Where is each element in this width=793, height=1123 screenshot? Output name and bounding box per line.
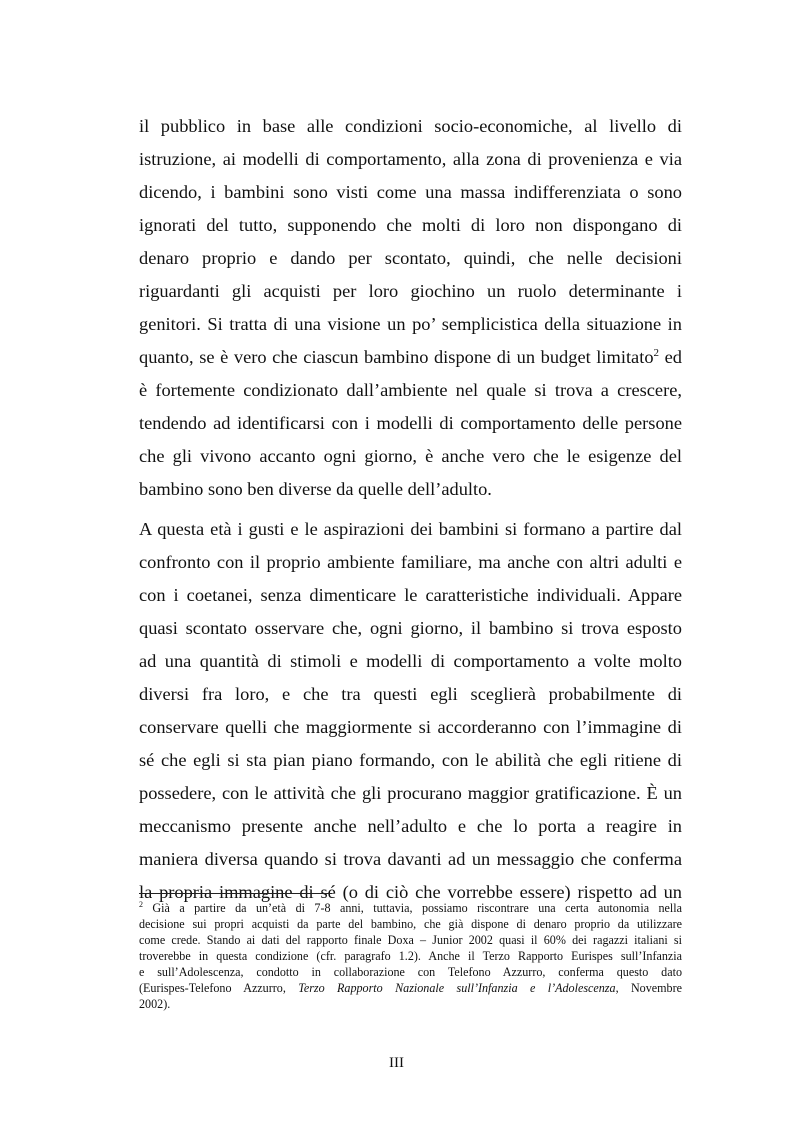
text-line: il pubblico in base alle condizioni socio-economiche, al livello di <box>139 116 682 136</box>
text-line: A questa età i gusti e le aspirazioni dei bambini si formano a partire dal <box>139 519 682 539</box>
paragraph-2 <box>139 513 682 909</box>
footnote <box>139 900 682 1012</box>
text-line: con i coetanei, senza dimenticare le caratteristiche individuali. Appare <box>139 585 682 605</box>
text-line: possedere, con le attività che gli procurano maggior gratificazione. È un <box>139 783 682 803</box>
text-line: maniera diversa quando si trova davanti ad un messaggio che conferma <box>139 849 682 869</box>
text-line: diversi fra loro, e che tra questi egli sceglierà probabilmente di <box>139 684 682 704</box>
footnote-line: troverebbe in questa condizione (cfr. paragrafo 1.2). Anche il Terzo Rapporto Eurispes sull’Infanzia <box>139 949 682 963</box>
citation-title: Terzo Rapporto Nazionale sull’Infanzia e l’Adolescenza <box>298 981 616 995</box>
text-segment: quanto, se è vero che ciascun bambino dispone di un budget limitato <box>139 347 654 367</box>
footnote-line <box>139 900 682 916</box>
text-line: conservare quelli che maggiormente si accorderanno con l’immagine di <box>139 717 682 737</box>
text-line-with-footnote-ref <box>139 341 682 374</box>
text-line: riguardanti gli acquisti per loro giochino un ruolo determinante i <box>139 281 682 301</box>
text-line: quasi scontato osservare che, ogni giorno, il bambino si trova esposto <box>139 618 682 638</box>
text-line: genitori. Si tratta di una visione un po’ semplicistica della situazione in <box>139 314 682 334</box>
footnote-line: decisione sui propri acquisti da parte del bambino, che già dispone di denaro proprio da utilizzare <box>139 917 682 931</box>
page-number: III <box>389 1055 404 1071</box>
footnote-line: come crede. Stando ai dati del rapporto finale Doxa – Junior 2002 quasi il 60% dei ragazzi italiani si <box>139 933 682 947</box>
text-segment: ed <box>659 347 682 367</box>
text-line: ignorati del tutto, supponendo che molti di loro non dispongano di <box>139 215 682 235</box>
footnote-separator <box>139 893 332 894</box>
text-line: confronto con il proprio ambiente familiare, ma anche con altri adulti e <box>139 552 682 572</box>
text-line: meccanismo presente anche nell’adulto e che lo porta a reagire in <box>139 816 682 836</box>
footnote-marker: 2 <box>139 899 143 909</box>
footnote-reference[interactable]: 2 <box>653 346 660 359</box>
text-line: sé che egli si sta pian piano formando, con le abilità che egli ritiene di <box>139 750 682 770</box>
text-line: bambino sono ben diverse da quelle dell’adulto. <box>139 479 492 499</box>
footnote-line <box>139 980 682 996</box>
text-line: denaro proprio e dando per scontato, quindi, che nelle decisioni <box>139 248 682 268</box>
text-segment: Già a partire da un’età di 7-8 anni, tuttavia, possiamo riscontrare una certa autonomia nella <box>143 901 682 915</box>
text-line: la propria immagine di sé (o di ciò che vorrebbe essere) rispetto ad un <box>139 882 682 902</box>
text-segment: , Novembre <box>615 981 682 995</box>
body-text <box>139 110 682 909</box>
footnote-line: 2002). <box>139 997 171 1011</box>
paragraph-1 <box>139 110 682 506</box>
text-line: dicendo, i bambini sono visti come una massa indifferenziata o sono <box>139 182 682 202</box>
text-line: tendendo ad identificarsi con i modelli di comportamento delle persone <box>139 413 682 433</box>
text-segment: (Eurispes-Telefono Azzurro, <box>139 981 299 995</box>
footnote-line: e sull’Adolescenza, condotto in collaborazione con Telefono Azzurro, conferma questo dato <box>139 965 682 979</box>
text-line: istruzione, ai modelli di comportamento, alla zona di provenienza e via <box>139 149 682 169</box>
text-line: ad una quantità di stimoli e modelli di comportamento a volte molto <box>139 651 682 671</box>
text-line: è fortemente condizionato dall’ambiente nel quale si trova a crescere, <box>139 380 682 400</box>
text-line: che gli vivono accanto ogni giorno, è anche vero che le esigenze del <box>139 446 682 466</box>
